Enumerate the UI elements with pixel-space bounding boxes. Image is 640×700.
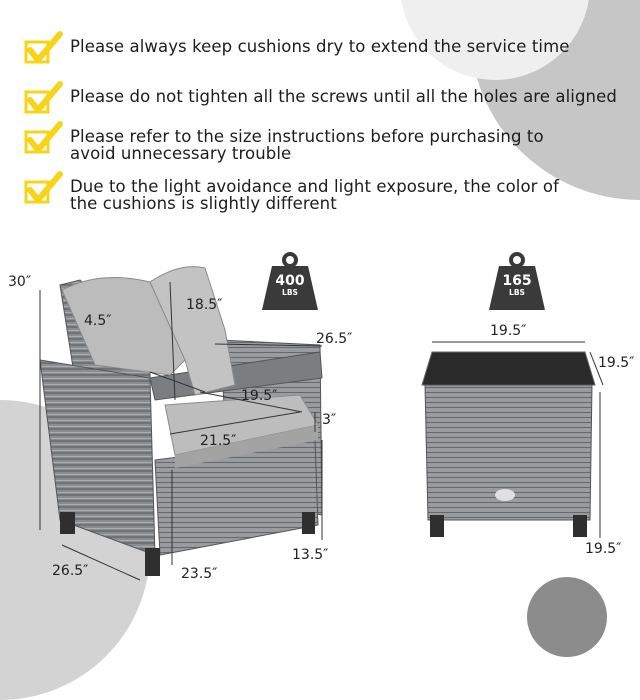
chair-back-angle-label: 4.5″ (84, 313, 112, 329)
chair-weight-badge (258, 250, 322, 314)
chair-seat-width-label: 21.5″ (200, 433, 237, 449)
table-weight-unit: LBS (509, 288, 525, 297)
chair-weight-unit: LBS (282, 288, 298, 297)
table-weight-badge (485, 250, 549, 314)
tip-text: Due to the light avoidance and light exposure, the color of the cushions is slightly different (70, 177, 559, 213)
chair-height-label: 30″ (8, 274, 32, 290)
chair-back-height-label: 18.5″ (186, 297, 223, 313)
table-width-label: 19.5″ (490, 323, 527, 339)
chair-weight-value: 400 (275, 273, 305, 289)
chair-seat-height-label: 13.5″ (292, 547, 329, 563)
chair-depth-label: 26.5″ (52, 563, 89, 579)
side-table (422, 352, 595, 537)
table-height-label: 19.5″ (585, 541, 622, 557)
chair-front-width-label: 23.5″ (181, 566, 218, 582)
table-depth-label: 19.5″ (598, 355, 635, 371)
table-weight-value: 165 (502, 273, 532, 289)
tip-text: Please refer to the size instructions before purchasing to avoid unnecessary trouble (70, 127, 544, 163)
chair-seat-depth-label: 19.5″ (241, 388, 278, 404)
chair-cushion-thickness-label: 3″ (322, 412, 337, 428)
chair-width-top-label: 26.5″ (316, 331, 353, 347)
tip-text: Please do not tighten all the screws until all the holes are aligned (70, 87, 617, 106)
tip-text: Please always keep cushions dry to extend the service time (70, 37, 570, 56)
